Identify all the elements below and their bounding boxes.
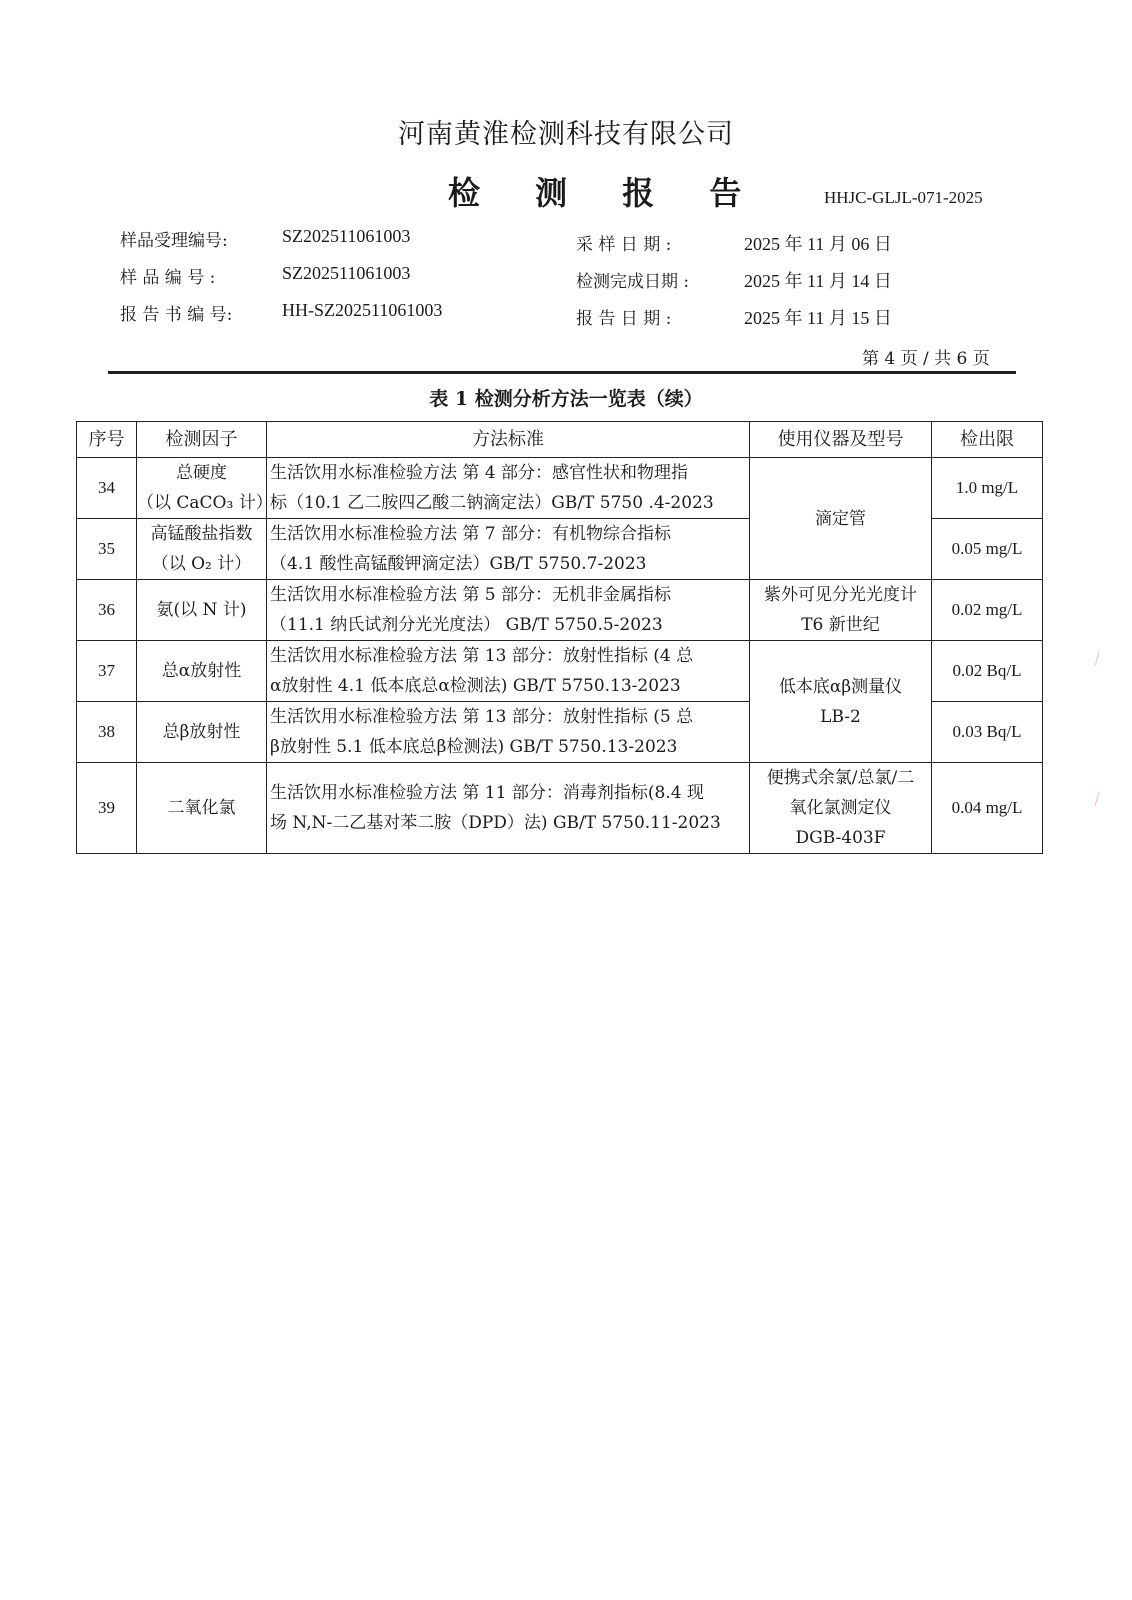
row-limit: 0.04 mg/L bbox=[932, 763, 1043, 854]
methods-table bbox=[76, 421, 1043, 854]
method-line: 生活饮用水标准检验方法 第 4 部分：感官性状和物理指 bbox=[270, 463, 689, 483]
row-no: 39 bbox=[77, 763, 137, 854]
instrument-line: 紫外可见分光光度计 bbox=[764, 585, 917, 605]
method-line: （4.1 酸性高锰酸钾滴定法）GB/T 5750.7-2023 bbox=[270, 554, 647, 574]
row-limit: 0.05 mg/L bbox=[932, 519, 1043, 580]
row-instrument bbox=[750, 580, 932, 641]
row-factor bbox=[137, 641, 267, 702]
row-method bbox=[267, 763, 750, 854]
report-no-value: HH-SZ202511061003 bbox=[282, 300, 443, 320]
method-line: 生活饮用水标准检验方法 第 11 部分：消毒剂指标(8.4 现 bbox=[270, 783, 704, 803]
col-header-limit: 检出限 bbox=[932, 422, 1043, 458]
instrument-line: 低本底αβ测量仪 bbox=[778, 676, 903, 697]
row-instrument bbox=[750, 763, 932, 854]
table-caption: 表 1 检测分析方法一览表（续） bbox=[429, 388, 703, 410]
row-instrument bbox=[750, 641, 932, 763]
row-no: 37 bbox=[77, 641, 137, 702]
seal-fragment-mark: ⟋ bbox=[1088, 648, 1106, 670]
table-row bbox=[77, 580, 1043, 641]
row-method bbox=[267, 519, 750, 580]
instrument-line: 滴定管 bbox=[815, 508, 866, 529]
row-factor bbox=[137, 519, 267, 580]
method-line: α放射性 4.1 低本底总α检测法) GB/T 5750.13-2023 bbox=[270, 676, 681, 696]
col-header-instrument: 使用仪器及型号 bbox=[750, 422, 932, 458]
report-date-value: 2025 年 11 月 15 日 bbox=[744, 308, 892, 328]
instrument-line: LB-2 bbox=[820, 706, 861, 727]
header-divider bbox=[108, 371, 1016, 374]
col-header-factor: 检测因子 bbox=[137, 422, 267, 458]
table-row bbox=[77, 641, 1043, 702]
method-line: 生活饮用水标准检验方法 第 13 部分：放射性指标 (4 总 bbox=[270, 646, 694, 666]
factor-line: 二氧化氯 bbox=[167, 798, 236, 818]
method-line: （11.1 纳氏试剂分光光度法） GB/T 5750.5-2023 bbox=[270, 615, 663, 635]
method-line: β放射性 5.1 低本底总β检测法) GB/T 5750.13-2023 bbox=[270, 737, 678, 757]
seal-fragment-mark: ⟋ bbox=[1088, 788, 1106, 810]
report-no-label: 报 告 书 编 号: bbox=[120, 305, 233, 325]
instrument-line: DGB-403F bbox=[795, 828, 886, 848]
row-limit: 1.0 mg/L bbox=[932, 458, 1043, 519]
sampling-date-value: 2025 年 11 月 06 日 bbox=[744, 234, 892, 254]
accept-no-value: SZ202511061003 bbox=[282, 226, 411, 246]
factor-line: 氨(以 N 计) bbox=[156, 600, 247, 620]
row-no: 36 bbox=[77, 580, 137, 641]
factor-line: （以 CaCO₃ 计） bbox=[137, 493, 273, 513]
table-row bbox=[77, 458, 1043, 519]
factor-line: 总β放射性 bbox=[162, 722, 241, 742]
col-header-method: 方法标准 bbox=[267, 422, 750, 458]
row-no: 38 bbox=[77, 702, 137, 763]
method-line: 生活饮用水标准检验方法 第 7 部分：有机物综合指标 bbox=[270, 524, 672, 544]
report-title: 检 测 报 告 bbox=[448, 174, 764, 212]
row-limit: 0.03 Bq/L bbox=[932, 702, 1043, 763]
method-line: 场 N,N-二乙基对苯二胺（DPD）法) GB/T 5750.11-2023 bbox=[270, 813, 721, 833]
row-limit: 0.02 mg/L bbox=[932, 580, 1043, 641]
row-method bbox=[267, 641, 750, 702]
method-line: 标（10.1 乙二胺四乙酸二钠滴定法）GB/T 5750 .4-2023 bbox=[270, 493, 714, 513]
instrument-line: T6 新世纪 bbox=[801, 615, 880, 635]
accept-no-label: 样品受理编号: bbox=[120, 231, 228, 251]
method-line: 生活饮用水标准检验方法 第 5 部分：无机非金属指标 bbox=[270, 585, 672, 605]
page-number: 第 4 页 / 共 6 页 bbox=[862, 349, 990, 369]
report-date-label: 报 告 日 期 : bbox=[576, 309, 672, 329]
instrument-line: 便携式余氯/总氯/二 bbox=[766, 768, 915, 788]
factor-line: （以 O₂ 计） bbox=[151, 554, 252, 574]
row-method bbox=[267, 458, 750, 519]
instrument-line: 氧化氯测定仪 bbox=[789, 798, 892, 818]
table-row bbox=[77, 763, 1043, 854]
factor-line: 总α放射性 bbox=[161, 661, 242, 681]
company-name: 河南黄淮检测科技有限公司 bbox=[398, 119, 734, 150]
method-line: 生活饮用水标准检验方法 第 13 部分：放射性指标 (5 总 bbox=[270, 707, 694, 727]
row-instrument bbox=[750, 458, 932, 580]
finish-date-label: 检测完成日期 : bbox=[576, 272, 690, 292]
sampling-date-label: 采 样 日 期 : bbox=[576, 235, 672, 255]
sample-no-value: SZ202511061003 bbox=[282, 263, 411, 283]
row-method bbox=[267, 580, 750, 641]
row-no: 35 bbox=[77, 519, 137, 580]
factor-line: 高锰酸盐指数 bbox=[150, 524, 253, 544]
row-factor bbox=[137, 580, 267, 641]
row-limit: 0.02 Bq/L bbox=[932, 641, 1043, 702]
row-factor bbox=[137, 458, 273, 519]
table-header-row bbox=[77, 422, 1043, 458]
row-factor bbox=[137, 702, 267, 763]
finish-date-value: 2025 年 11 月 14 日 bbox=[744, 271, 892, 291]
row-factor bbox=[137, 763, 267, 854]
factor-line: 总硬度 bbox=[176, 463, 227, 483]
row-no: 34 bbox=[77, 458, 137, 519]
sample-no-label: 样 品 编 号 : bbox=[120, 268, 216, 288]
report-code: HHJC-GLJL-071-2025 bbox=[824, 188, 983, 207]
col-header-no: 序号 bbox=[77, 422, 137, 458]
row-method bbox=[267, 702, 750, 763]
